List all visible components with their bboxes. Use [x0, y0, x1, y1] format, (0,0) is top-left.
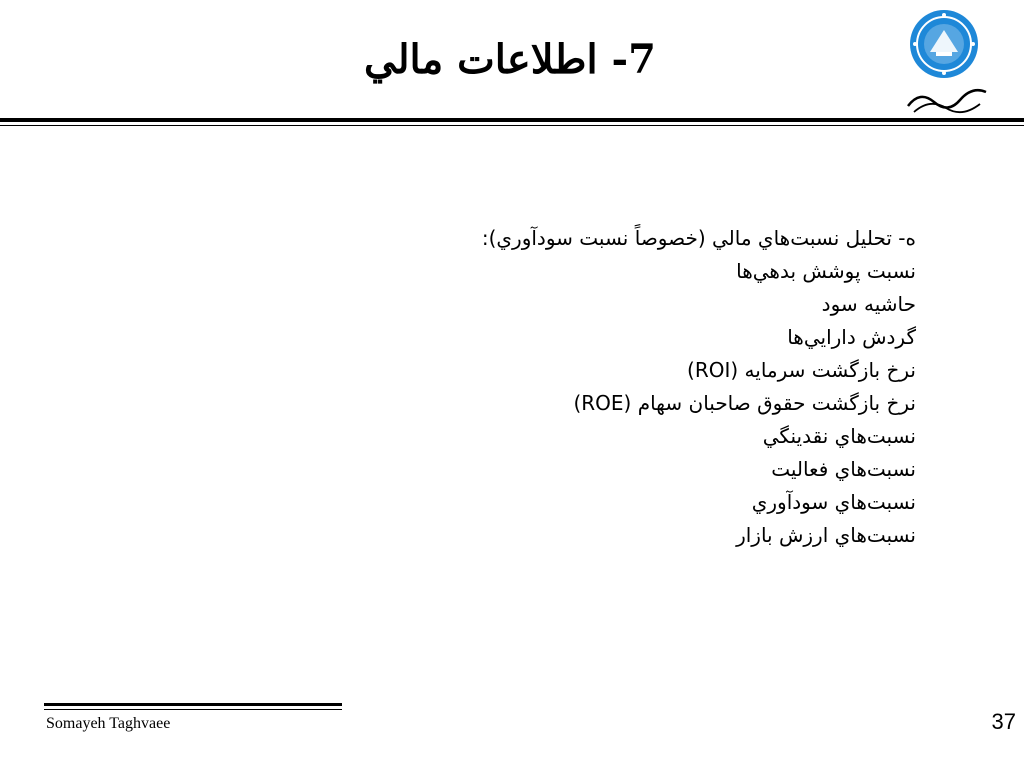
content-list — [376, 222, 916, 552]
content-line: ه- تحليل نسبت‌هاي مالي (خصوصاً نسبت سودآوري): — [481, 226, 916, 250]
header-divider-thin — [0, 125, 1024, 126]
content-line: نسبت‌هاي ارزش بازار — [736, 523, 916, 547]
university-seal-icon — [900, 6, 992, 116]
content-line: نرخ بازگشت حقوق صاحبان سهام (ROE) — [573, 391, 916, 415]
slide-title: 7- اطلاعات مالي — [364, 36, 656, 83]
author-name: Somayeh Taghvaee — [46, 715, 171, 732]
footer-divider-thin — [44, 709, 342, 710]
content-line: نسبت‌هاي فعاليت — [771, 457, 916, 481]
content-line: نرخ بازگشت سرمايه (ROI) — [687, 358, 916, 382]
content-line: گردش دارايي‌ها — [787, 325, 916, 349]
content-line: نسبت‌هاي سودآوري — [751, 490, 916, 514]
header-divider — [0, 118, 1024, 122]
content-line: حاشيه سود — [821, 292, 916, 316]
page-number: 37 — [991, 709, 1016, 734]
footer-divider — [44, 703, 342, 706]
university-logo — [900, 6, 992, 116]
content-line: نسبت پوشش بدهي‌ها — [736, 259, 916, 283]
content-line: نسبت‌هاي نقدينگي — [762, 424, 916, 448]
